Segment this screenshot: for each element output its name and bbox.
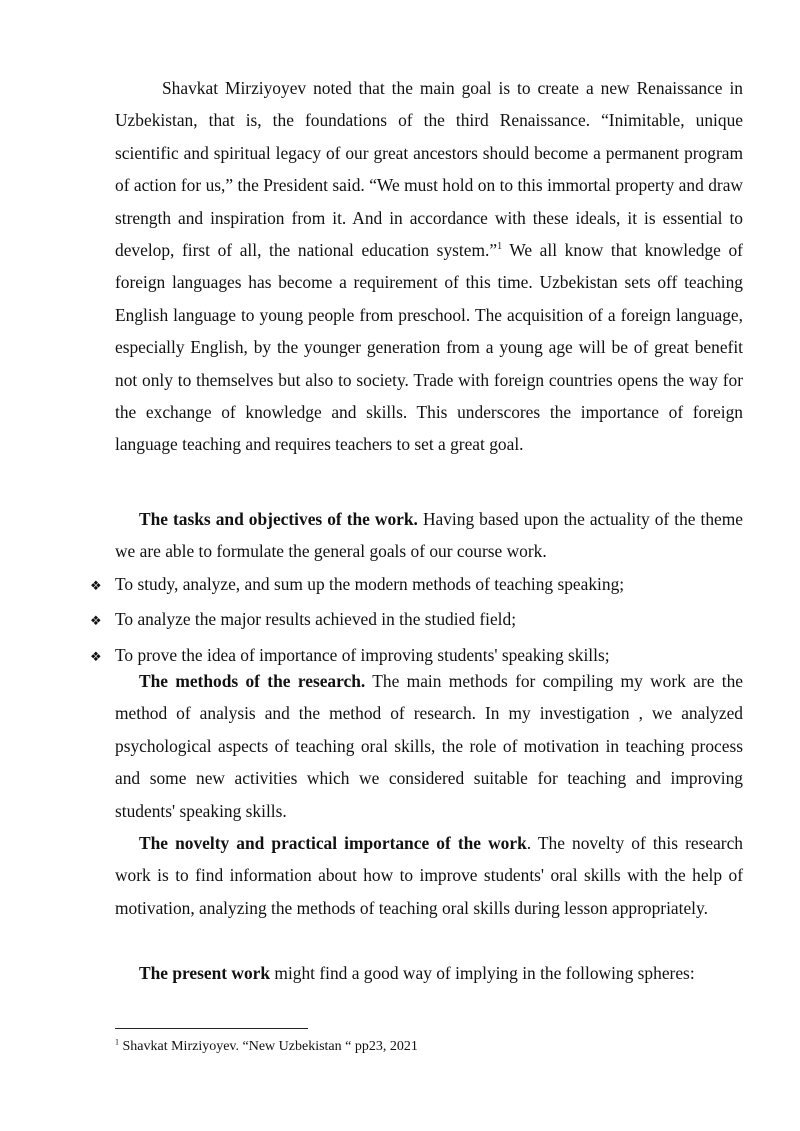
goals-list — [90, 568, 750, 674]
methods-text: The main methods for compiling my work are the method of analysis and the method of research. In my investigation , we analyzed psychological aspects of teaching oral skills, the role of motivation in teaching process and some new activities which we considered suitable for teaching and improving students' speaking skills. — [115, 671, 743, 821]
intro-text-continued: We all know that knowledge of foreign languages has become a requirement of this time. Uzbekistan sets off teaching English language to young people from preschool. The acquisition of a foreign language, especially English, by the younger generation from a young age will be of great benefit not only to themselves but also to society. Trade with foreign countries opens the way for the exchange of knowledge and skills. This underscores the importance of foreign language teaching and requires teachers to set a great goal. — [115, 240, 743, 455]
diamond-bullet-icon: ❖ — [90, 614, 102, 630]
footnote — [115, 1038, 418, 1056]
present-work-text: might find a good way of implying in the following spheres: — [270, 963, 695, 983]
intro-text: Shavkat Mirziyoyev noted that the main goal is to create a new Renaissance in Uzbekistan, that is, the foundations of the third Renaissance. “Inimitable, unique scientific and spiritual legacy of our great ancestors should become a permanent program of action for us,” the President said. “We must hold on to this immortal property and draw strength and inspiration from it. And in accordance with these ideals, it is essential to develop, first of all, the national education system.” — [115, 78, 743, 261]
tasks-text: Having based upon the actuality of the theme we are able to formulate the general goals of our course work. — [115, 509, 744, 562]
present-work-paragraph — [115, 957, 743, 989]
novelty-text: . The novelty of this research work is to find information about how to improve students' oral skills with the help of motivation, analyzing the methods of teaching oral skills during lesson appropriately. — [115, 833, 743, 918]
list-item — [90, 568, 750, 603]
novelty-heading: The novelty and practical importance of the work — [139, 833, 527, 853]
footnote-reference[interactable]: 1 — [497, 241, 503, 253]
methods-paragraph — [115, 665, 743, 827]
footnote-divider — [115, 1028, 308, 1029]
diamond-bullet-icon: ❖ — [90, 579, 102, 594]
footnote-text: Shavkat Mirziyoyev. “New Uzbekistan “ pp23, 2021 — [119, 1039, 418, 1054]
tasks-paragraph — [115, 503, 743, 568]
diamond-bullet-icon: ❖ — [90, 649, 102, 665]
intro-paragraph — [115, 72, 743, 461]
present-work-heading: The present work — [139, 963, 271, 983]
list-item-text: To prove the idea of importance of improving students' speaking skills; — [115, 644, 610, 665]
methods-heading: The methods of the research. — [139, 671, 366, 691]
novelty-paragraph — [115, 827, 743, 924]
list-item-text: To study, analyze, and sum up the modern methods of teaching speaking; — [115, 574, 625, 594]
list-item — [90, 603, 750, 638]
list-item-text: To analyze the major results achieved in the studied field; — [115, 609, 517, 630]
tasks-heading: The tasks and objectives of the work. — [139, 509, 418, 529]
footnote-number: 1 — [115, 1037, 119, 1047]
